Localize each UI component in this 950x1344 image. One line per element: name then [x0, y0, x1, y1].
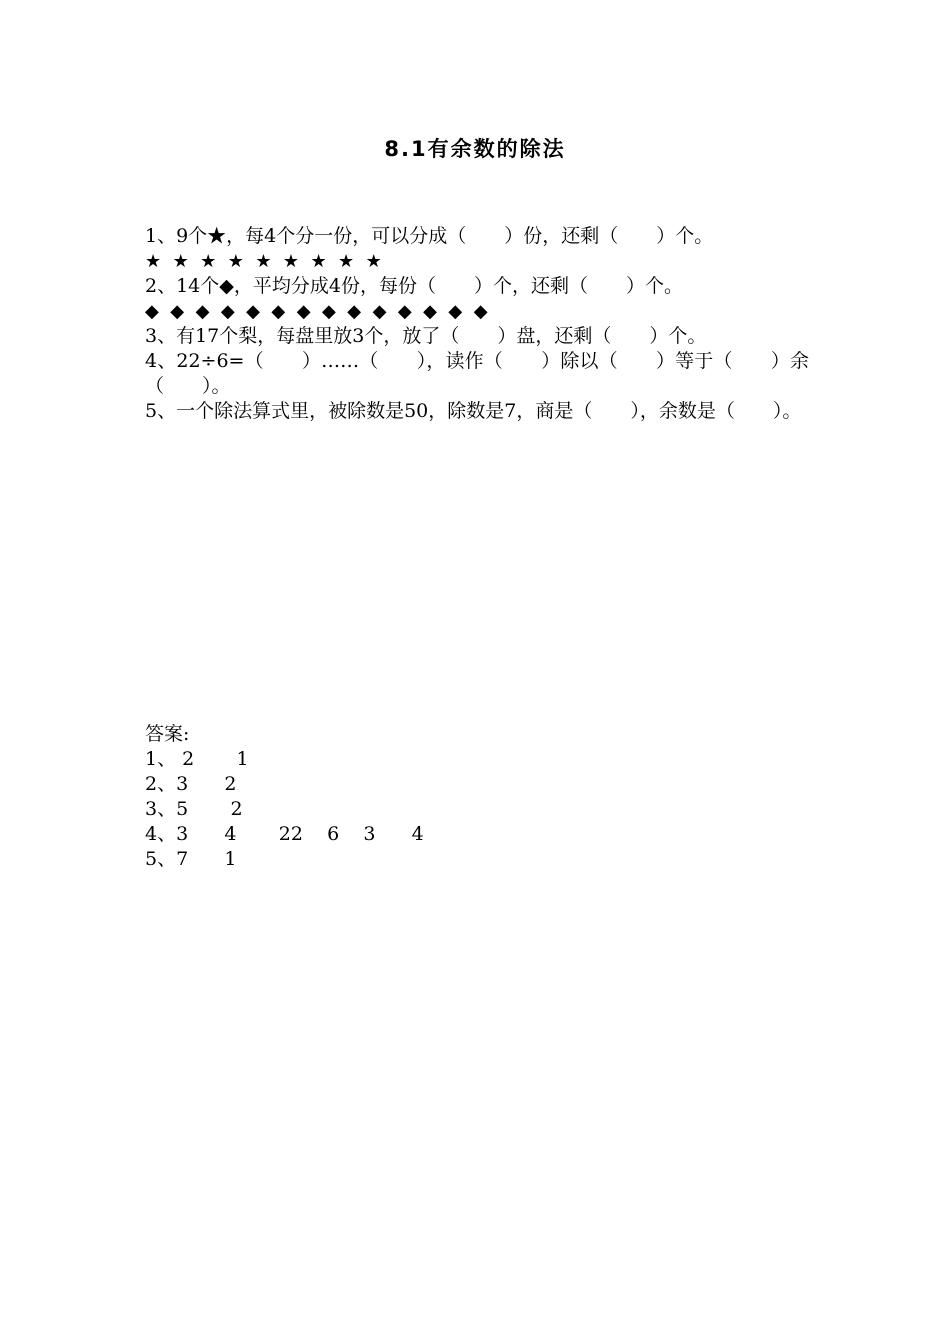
question-2: 2、14个◆，平均分成4份，每份（ ）个，还剩（ ）个。: [145, 275, 683, 297]
question-3: 3、有17个梨，每盘里放3个，放了（ ）盘，还剩（ ）个。: [145, 325, 707, 347]
page-title: 8.1有余数的除法: [384, 137, 566, 161]
answer-section: [145, 722, 809, 872]
star-row: ★ ★ ★ ★ ★ ★ ★ ★ ★: [145, 251, 382, 272]
question-list: [145, 224, 809, 424]
answer-1: 1、 2 1: [145, 748, 249, 770]
answer-4: 4、3 4 22 6 3 4: [145, 823, 424, 845]
answer-heading: 答案:: [145, 723, 190, 745]
answer-5: 5、7 1: [145, 848, 237, 870]
question-4: 4、22÷6=（ ）……（ ），读作（ ）除以（ ）等于（ ）余（ ）。: [145, 350, 809, 397]
answer-2: 2、3 2: [145, 773, 237, 795]
diamond-row: ◆ ◆ ◆ ◆ ◆ ◆ ◆ ◆ ◆ ◆ ◆ ◆ ◆ ◆: [145, 301, 488, 322]
question-5: 5、一个除法算式里，被除数是50，除数是7，商是（ ），余数是（ ）。: [145, 400, 802, 422]
answer-3: 3、5 2: [145, 798, 243, 820]
question-1: 1、9个★，每4个分一份，可以分成（ ）份，还剩（ ）个。: [145, 225, 714, 247]
